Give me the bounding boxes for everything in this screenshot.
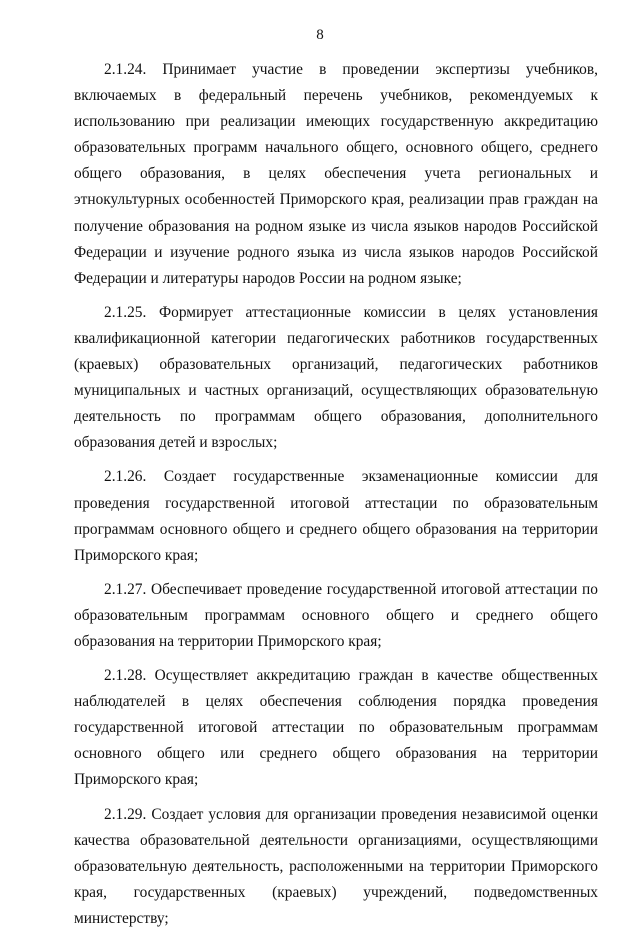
paragraph-2-1-29: 2.1.29. Создает условия для организации проведения независимой оценки качества образовательной деятельности организациями, осуществляющими образовательную деятельность, расположенными на территории Приморского края, государственных (краевых) учреждений, подведомственных министерству; [74, 805, 598, 927]
page-number: 8 [316, 27, 324, 43]
document-body [74, 57, 598, 940]
paragraph-2-1-24: 2.1.24. Принимает участие в проведении экспертизы учебников, включаемых в федеральный перечень учебников, рекомендуемых к использованию при реализации имеющих государственную аккредитацию образовательных программ начального общего, основного общего, среднего общего образования, в целях обеспечения учета региональных и этнокультурных особенностей Приморского края, реализации прав граждан на получение образования на родном языке из числа языков народов Российской Федерации и изучение родного языка из числа языков народов Российской Федерации и литературы народов России на родном языке; [74, 61, 598, 287]
paragraph-2-1-28: 2.1.28. Осуществляет аккредитацию граждан в качестве общественных наблюдателей в целях обеспечения соблюдения порядка проведения государственной итоговой аттестации по образовательным программам основного общего или среднего общего образования на территории Приморского края; [74, 667, 598, 789]
paragraph-2-1-27: 2.1.27. Обеспечивает проведение государственной итоговой аттестации по образовательным программам основного общего и среднего общего образования на территории Приморского края; [74, 580, 598, 650]
paragraph-2-1-25: 2.1.25. Формирует аттестационные комиссии в целях установления квалификационной категории педагогических работников государственных (краевых) образовательных организаций, педагогических работников муниципальных и частных организаций, осуществляющих образовательную деятельность по программам общего образования, дополнительного образования детей и взрослых; [74, 303, 598, 452]
paragraph-2-1-26: 2.1.26. Создает государственные экзаменационные комиссии для проведения государственной итоговой аттестации по образовательным программам основного общего и среднего общего образования на территории Приморского края; [74, 468, 598, 564]
